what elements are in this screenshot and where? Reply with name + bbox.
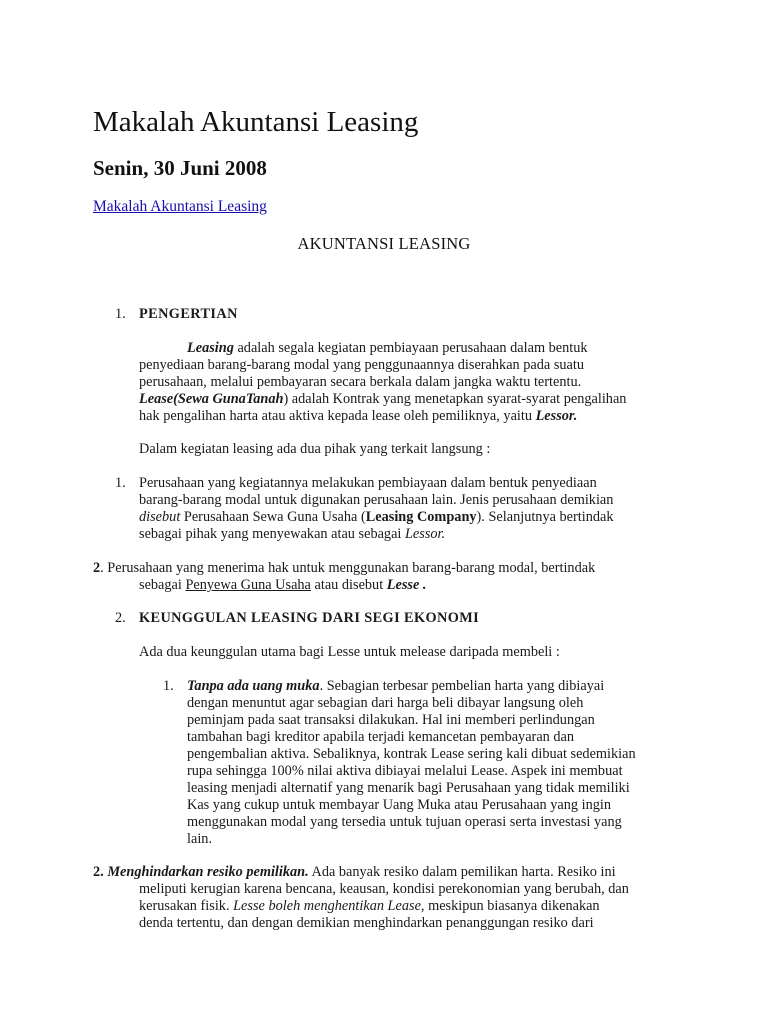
text-run: Perusahaan Sewa Guna Usaha ( <box>180 509 366 525</box>
text-run: , meskipun biasanya dikenakan <box>420 898 600 914</box>
text-run: adalah segala kegiatan pembiayaan perusahaan dalam bentuk <box>233 340 588 356</box>
section-number: 1. <box>115 306 126 322</box>
text-run: disebut <box>139 509 181 525</box>
paragraph-line: peminjam pada saat transaksi dilakukan. Hal ini memberi perlindungan <box>187 712 595 728</box>
text-run: Lessor. <box>404 526 446 542</box>
paragraph-line: Dalam kegiatan leasing ada dua pihak yang terkait langsung : <box>139 441 491 457</box>
paragraph-line: barang-barang modal untuk digunakan perusahaan lain. Jenis perusahaan demikian <box>139 492 614 508</box>
paragraph-line <box>139 391 626 408</box>
text-run: ) adalah Kontrak yang menetapkan syarat-syarat pengalihan <box>283 391 627 407</box>
text-run: . Sebagian terbesar pembelian harta yang dibiayai <box>319 678 605 694</box>
paragraph-line: dengan menuntut agar sebagian dari harga beli dibayar langsung oleh <box>187 695 584 711</box>
text-run: atau disebut <box>310 577 387 593</box>
paragraph-line <box>187 678 604 695</box>
paragraph-line: Perusahaan yang kegiatannya melakukan pembiayaan dalam bentuk penyediaan <box>139 475 597 491</box>
text-run: sebagai <box>139 577 186 593</box>
text-run: Ada banyak resiko dalam pemilikan harta. Resiko ini <box>308 864 616 880</box>
text-run: Menghindarkan resiko pemilikan. <box>107 864 309 880</box>
paragraph-line <box>139 577 426 594</box>
list-number: 2. <box>93 864 104 880</box>
text-run: ). Selanjutnya bertindak <box>476 509 614 525</box>
paragraph-line: Kas yang cukup untuk membayar Uang Muka atau Perusahaan yang ingin <box>187 797 612 813</box>
article-link[interactable]: Makalah Akuntansi Leasing <box>93 198 267 215</box>
text-run: Leasing Company <box>365 509 477 525</box>
list-number: 2 <box>93 560 101 576</box>
paragraph-line <box>139 898 600 915</box>
term-lessor: Lessor. <box>535 408 578 424</box>
paragraph-line: tambahan bagi kreditor apabila terjadi kemancetan pembayaran dan <box>187 729 575 745</box>
paragraph-line: denda tertentu, dan dengan demikian menghindarkan penanggungan resiko dari <box>139 915 594 931</box>
paragraph-line: rupa sehingga 100% nilai aktiva dibiayai melalui Lease. Aspek ini membuat <box>187 763 623 779</box>
text-run: . Perusahaan yang menerima hak untuk menggunakan barang-barang modal, bertindak <box>100 560 596 576</box>
text-run: Penyewa Guna Usaha <box>185 577 311 593</box>
text-run: hak pengalihan harta atau aktiva kepada lease oleh pemiliknya, yaitu <box>139 408 536 424</box>
paragraph-line <box>139 408 577 425</box>
paragraph-line: leasing menjadi alternatif yang menarik bagi Perusahaan yang tidak memiliki <box>187 780 630 796</box>
term-leasing: Leasing <box>187 340 234 356</box>
text-run: Lesse . <box>386 577 427 593</box>
post-date: Senin, 30 Juni 2008 <box>93 156 267 180</box>
paragraph-line <box>139 509 614 526</box>
paragraph-line: pengembalian aktiva. Sebaliknya, kontrak Lease sering kali dibuat sedemikian <box>187 746 636 762</box>
text-run: Tanpa ada uang muka <box>187 678 320 694</box>
section-title: KEUNGGULAN LEASING DARI SEGI EKONOMI <box>139 610 480 626</box>
paragraph-line: perusahaan, melalui pembayaran secara berkala dalam jangka waktu tertentu. <box>139 374 582 390</box>
term-lease: Lease(Sewa GunaTanah <box>139 391 284 407</box>
paragraph-line: Ada dua keunggulan utama bagi Lesse untuk melease daripada membeli : <box>139 644 560 660</box>
paragraph-line: lain. <box>187 831 213 847</box>
section-title: PENGERTIAN <box>139 306 238 322</box>
list-number: 1. <box>163 678 174 694</box>
section-number: 2. <box>115 610 126 626</box>
text-run: sebagai pihak yang menyewakan atau sebagai <box>139 526 405 542</box>
section-heading: AKUNTANSI LEASING <box>297 234 471 253</box>
text-run: Lesse boleh menghentikan Lease <box>233 898 421 914</box>
paragraph-line <box>139 526 445 543</box>
list-number: 1. <box>115 475 126 491</box>
text-run: kerusakan fisik. <box>139 898 234 914</box>
paragraph-line <box>187 340 588 357</box>
paragraph-line: menggunakan modal yang tersedia untuk tujuan operasi serta investasi yang <box>187 814 622 830</box>
paragraph-line <box>93 864 616 881</box>
paragraph-line: penyediaan barang-barang modal yang penggunaannya diserahkan pada suatu <box>139 357 585 373</box>
document-title: Makalah Akuntansi Leasing <box>93 106 419 138</box>
paragraph-line: meliputi kerugian karena bencana, keausan, kondisi perekonomian yang berubah, dan <box>139 881 629 897</box>
paragraph-line <box>93 560 595 577</box>
